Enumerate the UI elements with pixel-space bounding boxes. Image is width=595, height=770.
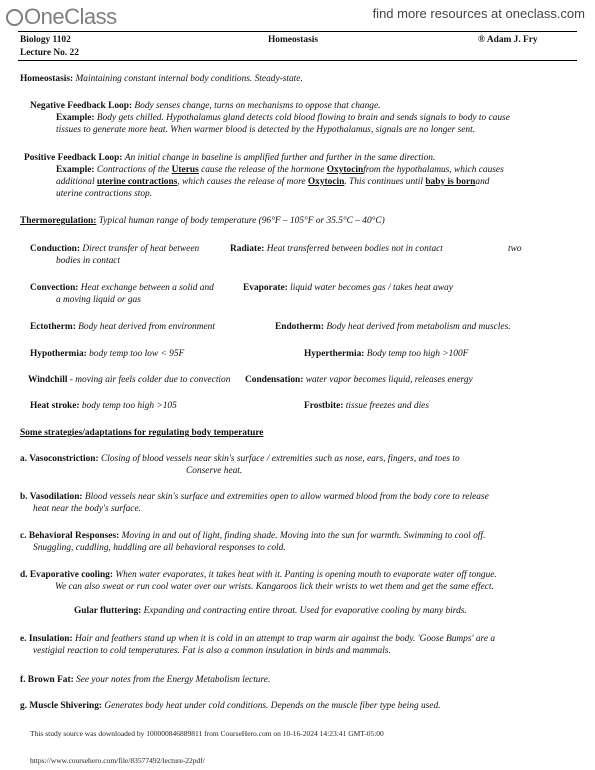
- conduction-term: Conduction: Direct transfer of heat between: [30, 244, 200, 254]
- course-label: Biology 1102: [20, 35, 71, 45]
- page-header: [0, 0, 595, 30]
- vasoconstriction-item: a. Vasoconstriction: Closing of blood vessels near skin's surface / extremities such as nose, ears, fingers, and toes to: [20, 454, 460, 464]
- thermoregulation-def: Thermoregulation: Typical human range of body temperature (96°F – 105°F or 35.5°C – 40°C): [20, 216, 385, 226]
- evaporative-def-2: We can also sweat or run cool water over our wrists. Kangaroos lick their wrists to wet them and get the same effect.: [55, 582, 494, 592]
- endotherm-term: Endotherm: Body heat derived from metabolism and muscles.: [275, 322, 511, 332]
- positive-feedback-example-3: uterine contractions stop.: [56, 189, 153, 199]
- header-rule: [18, 31, 577, 32]
- title-rule: [18, 60, 577, 61]
- hyperthermia-term: Hyperthermia: Body temp too high >100F: [304, 349, 469, 359]
- heat-stroke-term: Heat stroke: body temp too high >105: [30, 401, 177, 411]
- positive-feedback-example-2: additional uterine contractions, which causes the release of more Oxytocin. This continues until baby is bornand: [56, 177, 490, 187]
- positive-feedback-def: Positive Feedback Loop: An initial change in baseline is amplified further and further in the same direction.: [24, 153, 436, 163]
- conduction-def-2: bodies in contact: [56, 256, 121, 266]
- positive-feedback-example-1: Example: Contractions of the Uterus cause the release of the hormone Oxytocinfrom the hypothalamus, which causes: [56, 165, 504, 175]
- evaporate-term: Evaporate: liquid water becomes gas / takes heat away: [243, 283, 453, 293]
- negative-feedback-example-2: tissues to generate more heat. When warmer blood is detected by the Hypothalamus, signals are no longer sent.: [56, 125, 476, 135]
- radiate-term: Radiate: Heat transferred between bodies not in contact: [230, 244, 443, 254]
- condensation-term: Condensation: water vapor becomes liquid, releases energy: [245, 375, 473, 385]
- brown-fat-item: f. Brown Fat: See your notes from the Energy Metabolism lecture.: [20, 675, 271, 685]
- convection-def-2: a moving liquid or gas: [56, 295, 141, 305]
- hypothermia-term: Hypothermia: body temp too low < 95F: [30, 349, 185, 359]
- vasodilation-def-2: heat near the body's surface.: [33, 504, 141, 514]
- radiate-two: two: [508, 244, 522, 254]
- insulation-def-2: vestigial reaction to cold temperatures. Fat is also a common insulation in birds and mammals.: [33, 646, 391, 656]
- insulation-item: e. Insulation: Hair and feathers stand up when it is cold in an attempt to trap warm air against the body. 'Goose Bumps' are a: [20, 634, 496, 644]
- lecture-label: Lecture No. 22: [20, 48, 79, 58]
- logo-text: OneClass: [24, 4, 117, 29]
- windchill-term: Windchill - moving air feels colder due to convection: [28, 375, 231, 385]
- strategies-heading: Some strategies/adaptations for regulating body temperature: [20, 428, 264, 438]
- shivering-item: g. Muscle Shivering: Generates body heat under cold conditions. Depends on the muscle fiber type being used.: [20, 701, 441, 711]
- behavioral-def-2: Snuggling, cuddling, huddling are all behavioral responses to cold.: [33, 543, 286, 553]
- homeostasis-def: Homeostasis: Maintaining constant internal body conditions. Steady-state.: [20, 74, 303, 84]
- download-notice: This study source was downloaded by 100000846889811 from CourseHero.com on 10-16-2024 14:23:41 GMT-05:00: [30, 729, 384, 738]
- vasodilation-item: b. Vasodilation: Blood vessels near skin's surface and extremities open to allow warmed blood from the body core to release: [20, 492, 489, 502]
- negative-feedback-def: Negative Feedback Loop: Body senses change, turns on mechanisms to oppose that change.: [30, 101, 381, 111]
- vasoconstriction-def-2: Conserve heat.: [186, 466, 243, 476]
- find-more-link[interactable]: find more resources at oneclass.com: [372, 6, 585, 21]
- convection-term: Convection: Heat exchange between a solid and: [30, 283, 214, 293]
- behavioral-item: c. Behavioral Responses: Moving in and out of light, finding shade. Moving into the sun for warmth. Swimming to cool off.: [20, 531, 486, 541]
- author-label: ® Adam J. Fry: [478, 35, 538, 45]
- ectotherm-term: Ectotherm: Body heat derived from environment: [30, 322, 215, 332]
- source-url[interactable]: https://www.coursehero.com/file/83577492/lecture-22pdf/: [30, 756, 205, 765]
- frostbite-term: Frostbite: tissue freezes and dies: [304, 401, 429, 411]
- negative-feedback-example-1: Example: Body gets chilled. Hypothalamus gland detects cold blood flowing to brain and sends signals to body to cause: [56, 113, 510, 123]
- evaporative-item: d. Evaporative cooling: When water evaporates, it takes heat with it. Panting is opening mouth to evaporate water off tongue.: [20, 570, 497, 580]
- logo-circle-icon: [6, 9, 23, 26]
- gular-item: Gular fluttering: Expanding and contracting entire throat. Used for evaporative cooling by many birds.: [74, 606, 467, 616]
- topic-label: Homeostasis: [268, 35, 318, 45]
- oneclass-logo[interactable]: [6, 4, 117, 30]
